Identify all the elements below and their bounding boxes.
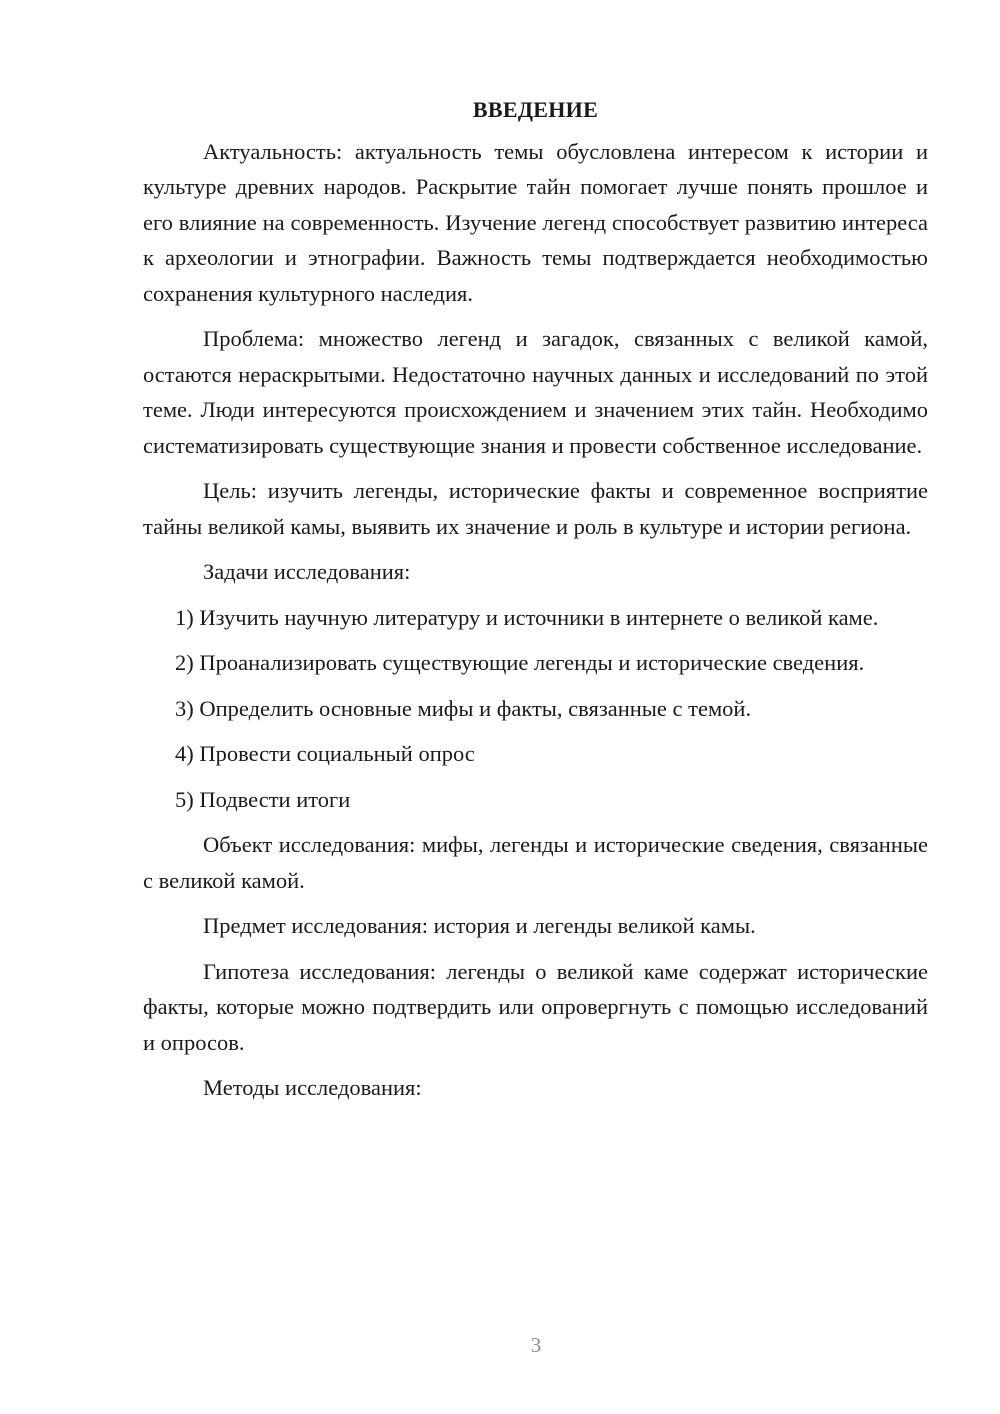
task-item-5: 5) Подвести итоги — [175, 786, 351, 812]
paragraph-object: Объект исследования: мифы, легенды и исторические сведения, связанные с великой камой. — [143, 832, 928, 893]
paragraph-hypothesis: Гипотеза исследования: легенды о великой каме содержат исторические факты, которые можно подтвердить или опровергнуть с помощью исследований и опросов. — [143, 958, 928, 1055]
task-item-4: 4) Провести социальный опрос — [175, 741, 475, 766]
task-item-1: 1) Изучить научную литературу и источники в интернете о великой каме. — [175, 604, 879, 630]
tasks-heading: Задачи исследования: — [203, 559, 411, 584]
paragraph-subject: Предмет исследования: история и легенды великой камы. — [203, 913, 756, 938]
page-number: 3 — [530, 1333, 542, 1357]
paragraph-problem: Проблема: множество легенд и загадок, связанных с великой камой, остаются нераскрытыми. Недостаточно научных данных и исследований по этой теме. Люди интересуются происхождением и значением этих тайн. Необходимо систематизировать существующие знания и провести собственное исследование. — [143, 326, 928, 458]
document-body — [143, 92, 928, 1116]
section-title: ВВЕДЕНИЕ — [472, 97, 599, 122]
task-item-2: 2) Проанализировать существующие легенды и исторические сведения. — [175, 650, 865, 675]
methods-heading: Методы исследования: — [203, 1075, 422, 1100]
task-item-3: 3) Определить основные мифы и факты, связанные с темой. — [175, 695, 752, 721]
paragraph-goal: Цель: изучить легенды, исторические факты и современное восприятие тайны великой камы, выявить их значение и роль в культуре и истории региона. — [143, 478, 928, 539]
paragraph-relevance: Актуальность: актуальность темы обусловлена интересом к истории и культуре древних народов. Раскрытие тайн помогает лучше понять прошлое и его влияние на современность. Изучение легенд способствует развитию интереса к археологии и этнографии. Важность темы подтверждается необходимостью сохранения культурного наследия. — [143, 138, 928, 306]
